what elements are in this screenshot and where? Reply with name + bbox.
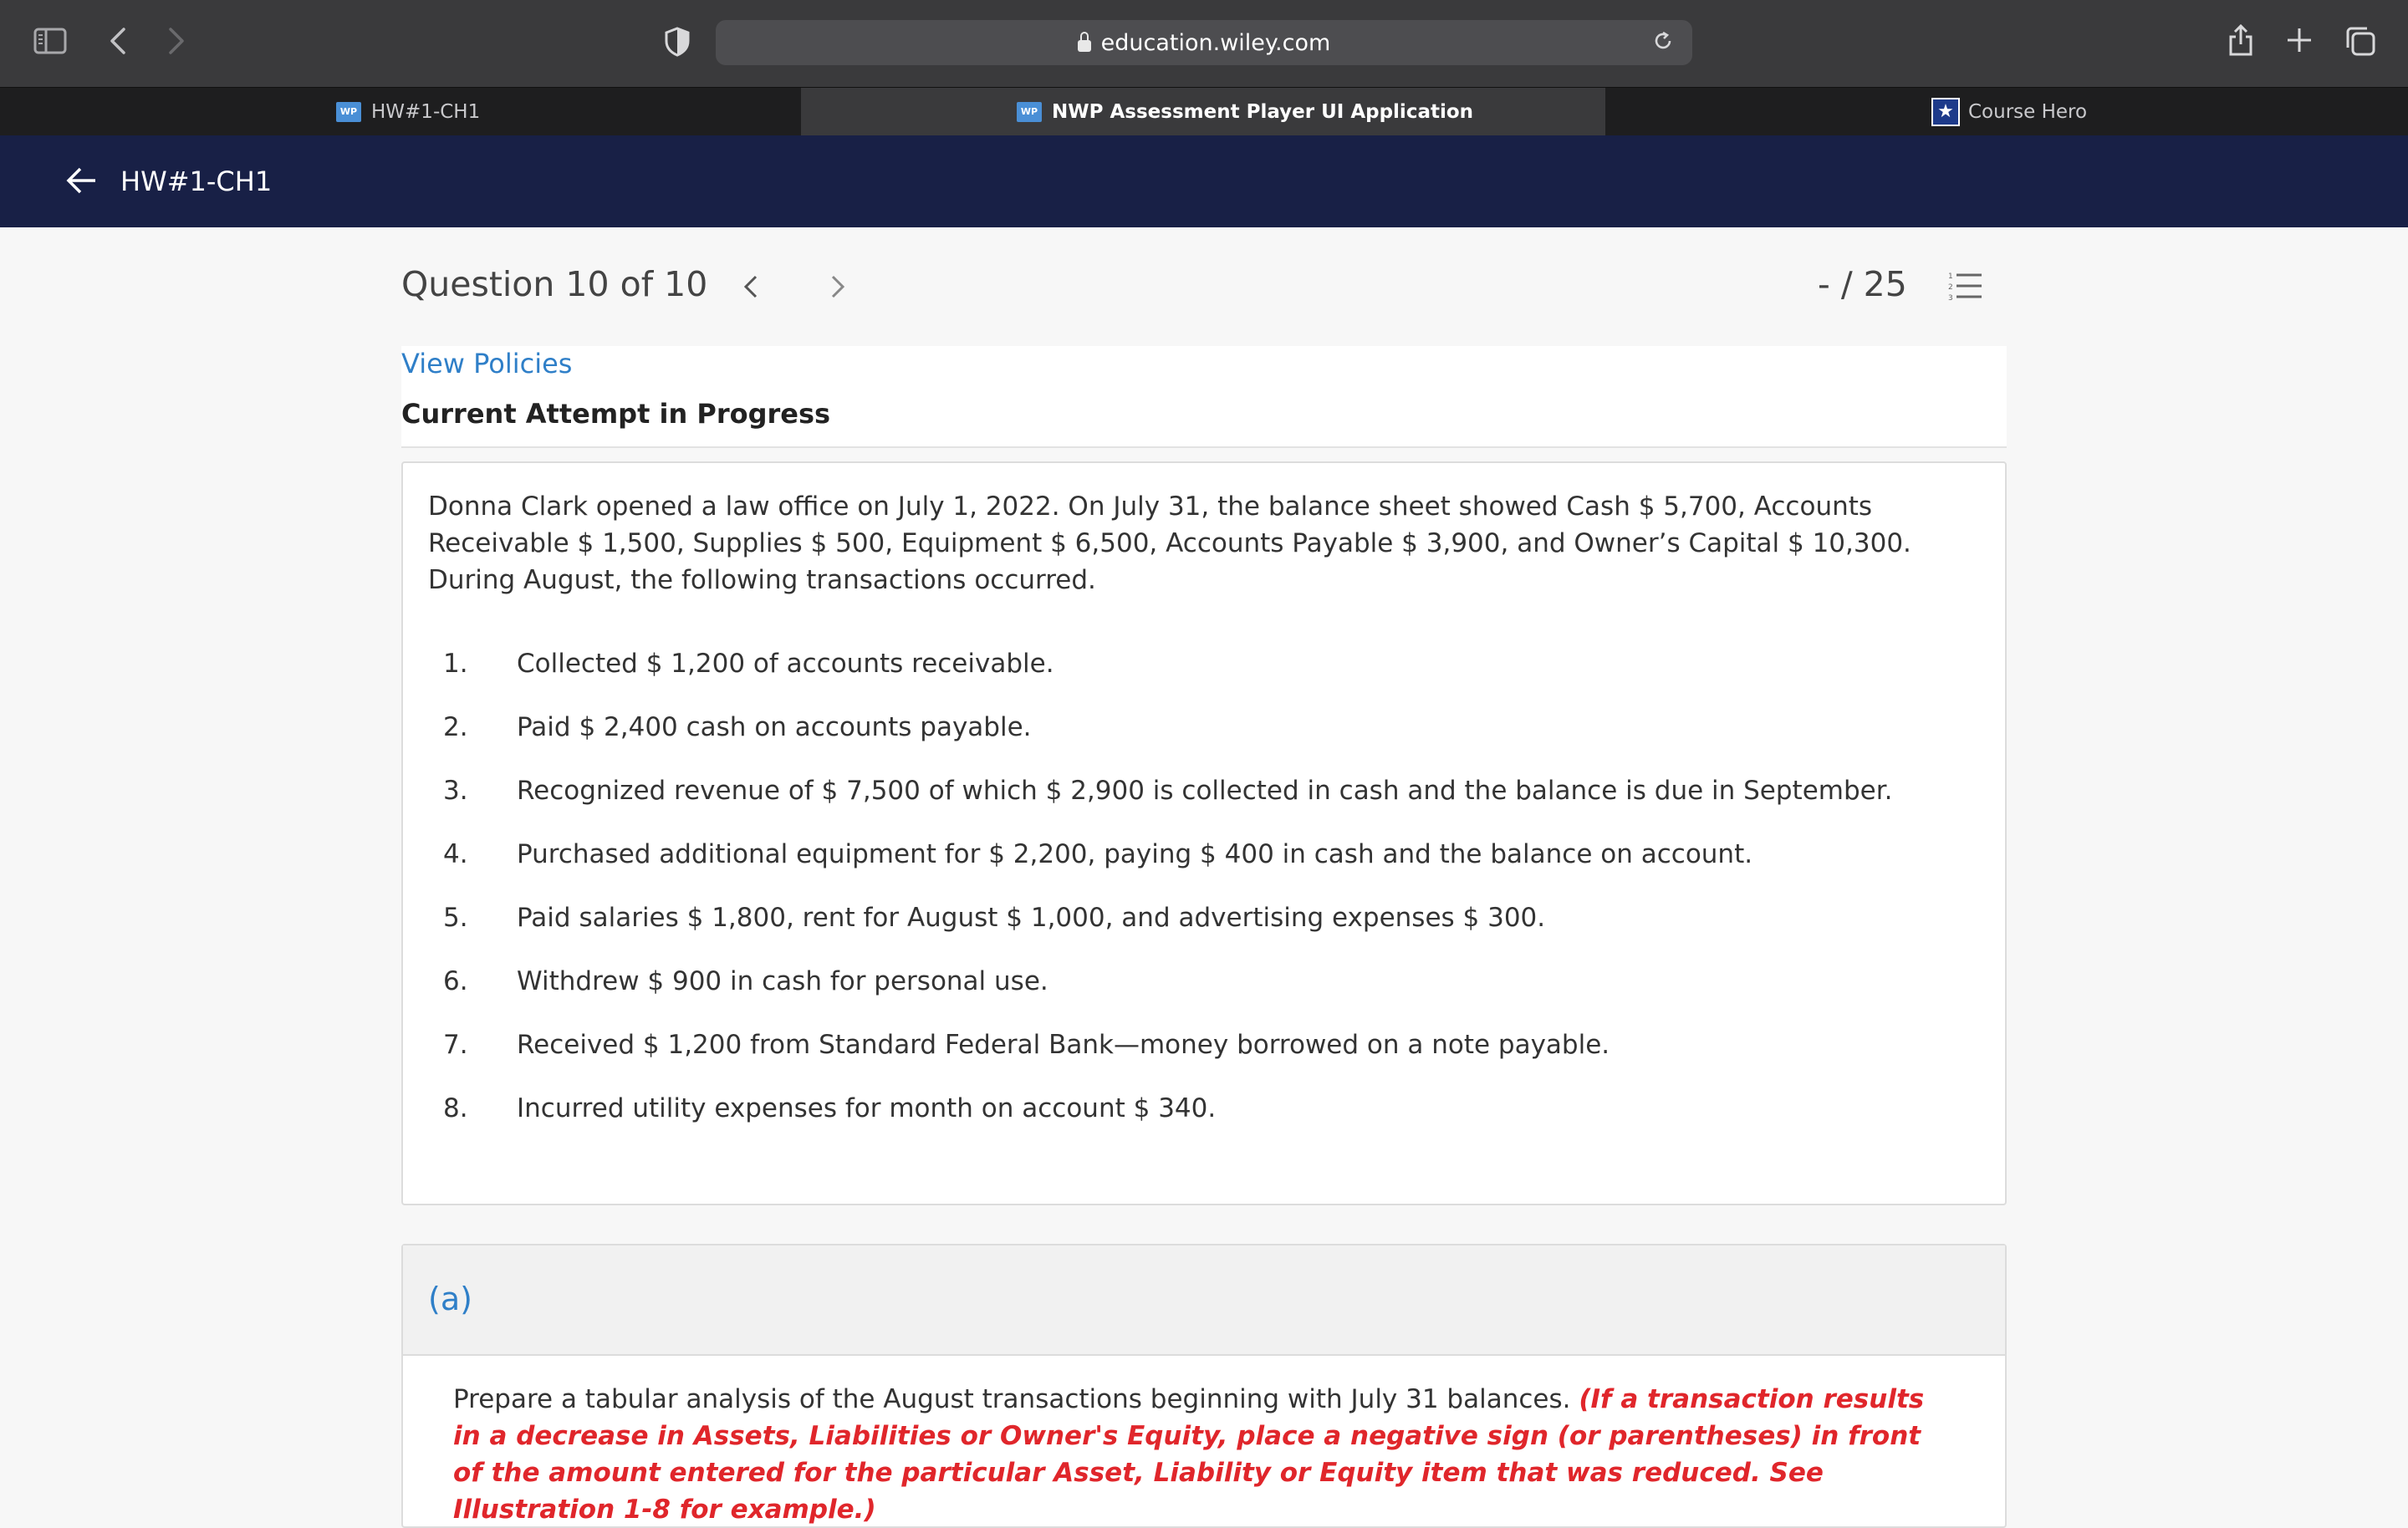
tab-label: HW#1-CH1: [371, 101, 481, 123]
question-intro: Donna Clark opened a law office on July 1, 2022. On July 31, the balance sheet showed Cash $ 5,700, Accounts Receivable $ 1,500, Supplies $ 500, Equipment $ 6,500, Accounts Payable $ 3,900, and Owner’s Capital $ 10,300. During August, the following transactions occurred.: [428, 492, 1911, 595]
course-hero-logo-icon: ★: [1931, 98, 1960, 126]
item-number: 2.: [443, 712, 468, 742]
tab-label: NWP Assessment Player UI Application: [1052, 101, 1474, 123]
svg-text:1: 1: [1948, 272, 1953, 281]
back-arrow-icon[interactable]: [65, 164, 99, 197]
prompt-text: Prepare a tabular analysis of the August transactions beginning with July 31 balances.: [453, 1384, 1571, 1414]
browser-toolbar: [0, 0, 2408, 87]
question-counter: Question 10 of 10: [401, 264, 708, 304]
view-policies-link[interactable]: View Policies: [401, 348, 573, 379]
reload-icon[interactable]: [1652, 30, 1674, 52]
tab-bar: [0, 87, 2408, 136]
part-a-card: [401, 1244, 2007, 1528]
item-number: 1.: [443, 649, 468, 679]
score: - / 25: [1818, 264, 1907, 304]
forward-icon[interactable]: [166, 27, 187, 55]
lock-icon: [1078, 40, 1091, 52]
tab-overview-icon[interactable]: [2344, 25, 2376, 57]
item-text: Collected $ 1,200 of accounts receivable.: [517, 649, 1054, 679]
item-number: 6.: [443, 966, 468, 996]
new-tab-icon[interactable]: [2286, 27, 2313, 53]
item-text: Paid salaries $ 1,800, rent for August $ 1,000, and advertising expenses $ 300.: [517, 903, 1546, 933]
item-number: 3.: [443, 776, 468, 806]
tab-label: Course Hero: [1968, 101, 2088, 123]
prompt-instruction: (If a transaction results in a decrease in Assets, Liabilities or Owner's Equity, place a negative sign (or parentheses) in front of the amount entered for the particular Asset, Liability or Equity item that was reduced. See Illustration 1-8 for example.): [453, 1384, 1925, 1525]
item-text: Withdrew $ 900 in cash for personal use.: [517, 966, 1048, 996]
question-list-icon[interactable]: [1948, 271, 1983, 303]
tab-hw1[interactable]: [0, 88, 799, 136]
url-text: education.wiley.com: [1100, 29, 1331, 56]
item-number: 7.: [443, 1030, 468, 1060]
shield-icon[interactable]: [664, 27, 691, 57]
part-a-header: [403, 1245, 2005, 1356]
attempt-status: Current Attempt in Progress: [401, 398, 831, 430]
wp-logo-icon: WP: [336, 102, 361, 122]
back-icon[interactable]: [107, 27, 129, 55]
part-a-prompt: [453, 1381, 1958, 1528]
tab-nwp-assessment[interactable]: [801, 88, 1605, 136]
item-text: Received $ 1,200 from Standard Federal Bank—money borrowed on a note payable.: [517, 1030, 1610, 1060]
item-text: Purchased additional equipment for $ 2,200, paying $ 400 in cash and the balance on account.: [517, 839, 1753, 869]
next-question-icon[interactable]: [828, 272, 848, 301]
share-icon[interactable]: [2227, 23, 2254, 57]
item-text: Incurred utility expenses for month on account $ 340.: [517, 1093, 1217, 1123]
app-header: [0, 135, 2408, 227]
previous-question-icon[interactable]: [741, 272, 761, 301]
assignment-title: HW#1-CH1: [120, 166, 273, 197]
policy-panel: [401, 346, 2007, 448]
address-bar[interactable]: [716, 20, 1692, 65]
item-text: Paid $ 2,400 cash on accounts payable.: [517, 712, 1032, 742]
wp-logo-icon: WP: [1017, 102, 1042, 122]
item-number: 5.: [443, 903, 468, 933]
sidebar-icon[interactable]: [33, 28, 67, 54]
svg-text:3: 3: [1948, 294, 1953, 303]
svg-text:2: 2: [1948, 283, 1953, 292]
tab-course-hero[interactable]: [1607, 88, 2408, 136]
item-text: Recognized revenue of $ 7,500 of which $ 2,900 is collected in cash and the balance is due in September.: [517, 776, 1893, 806]
question-card: [401, 461, 2007, 1205]
part-a-label: (a): [428, 1281, 472, 1317]
item-number: 8.: [443, 1093, 468, 1123]
item-number: 4.: [443, 839, 468, 869]
